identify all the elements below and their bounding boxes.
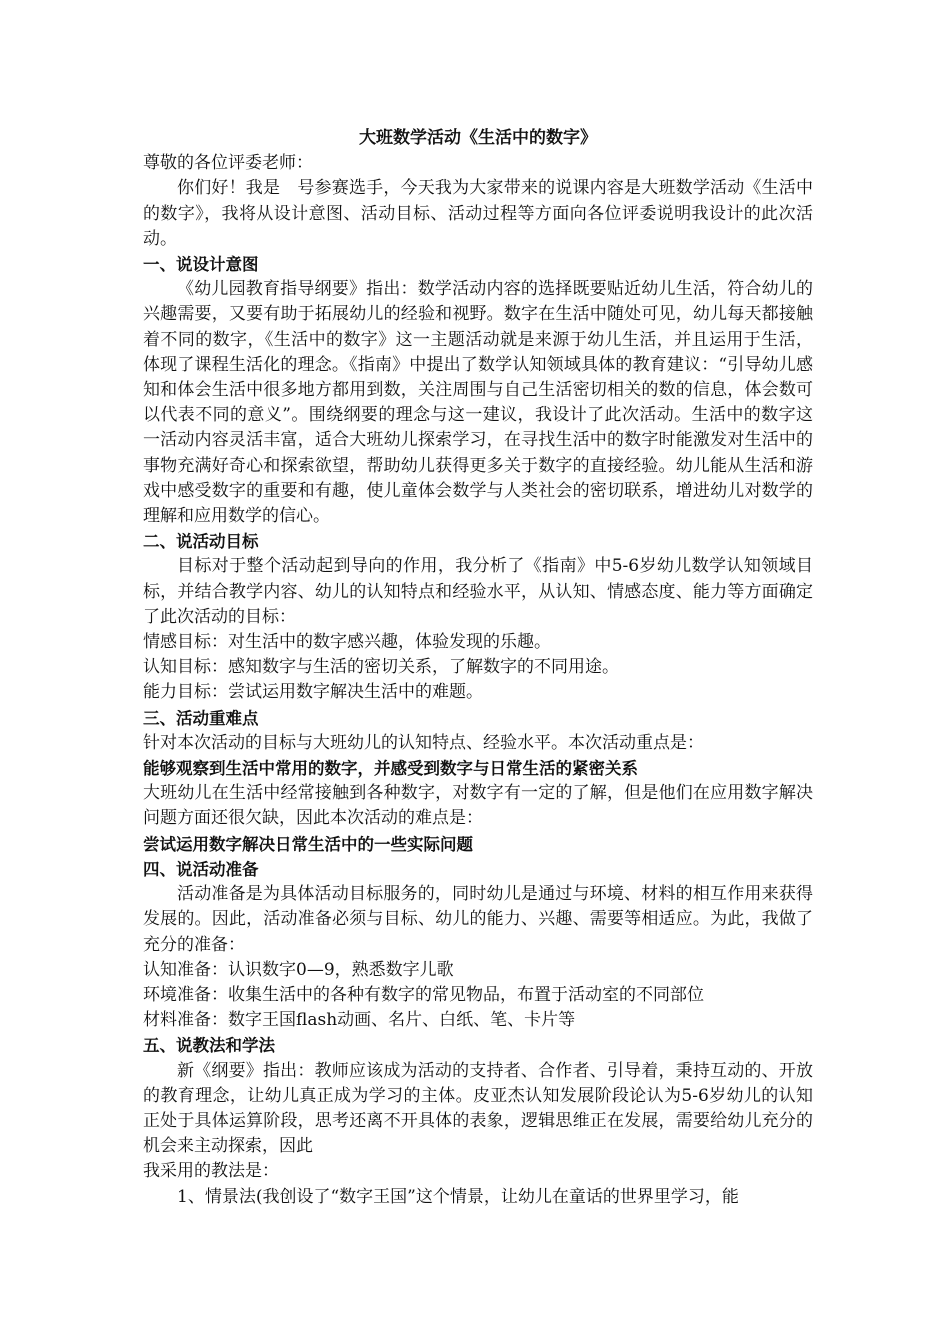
section-heading-1: 一、说设计意图 [143, 255, 259, 275]
difficulty-point: 尝试运用数字解决日常生活中的一些实际问题 [143, 834, 473, 854]
methods-paragraph: 新《纲要》指出：教师应该成为活动的支持者、合作者、引导着，秉持互动的、开放的教育理念，让幼儿真正成为学习的主体。皮亚杰认知发展阶段论认为5-6岁幼儿的认知正处于具体运算阶段，思考还离不开具体的表象，逻辑思维正在发展，需要给幼儿充分的机会来主动探索，因此 [143, 1060, 813, 1157]
prep-materials: 材料准备：数字王国flash动画、名片、白纸、笔、卡片等 [143, 1010, 576, 1031]
goal-ability: 能力目标：尝试运用数字解决生活中的难题。 [143, 682, 483, 703]
teaching-methods-intro: 我采用的教法是： [143, 1161, 279, 1182]
key-point: 能够观察到生活中常用的数字，并感受到数字与日常生活的紧密关系 [143, 759, 638, 779]
section-heading-2: 二、说活动目标 [143, 532, 259, 552]
prep-cognition: 认知准备：认识数字0—9，熟悉数字儿歌 [143, 959, 454, 980]
goal-emotion: 情感目标：对生活中的数字感兴趣，体验发现的乐趣。 [143, 632, 551, 653]
difficulty-paragraph: 大班幼儿在生活中经常接触到各种数字，对数字有一定的了解，但是他们在应用数字解决问题方面还很欠缺，因此本次活动的难点是： [143, 783, 813, 829]
section-heading-4: 四、说活动准备 [143, 859, 259, 879]
document-page [143, 126, 813, 1210]
design-intent-paragraph: 《幼儿园教育指导纲要》指出：数学活动内容的选择既要贴近幼儿生活，符合幼儿的兴趣需要，又要有助于拓展幼儿的经验和视野。数字在生活中随处可见，幼儿每天都接触着不同的数字，《生活中的数字》这一主题活动就是来源于幼儿生活，并且运用于生活，体现了课程生活化的理念。《指南》中提出了数学认知领域具体的教育建议：“引导幼儿感知和体会生活中很多地方都用到数，关注周围与自己生活密切相关的数的信息，体会数可以代表不同的意义”。围绕纲要的理念与这一建议，我设计了此次活动。生活中的数字这一活动内容灵活丰富，适合大班幼儿探索学习，在寻找生活中的数字时能激发对生活中的事物充满好奇心和探索欲望，帮助幼儿获得更多关于数字的直接经验。幼儿能从生活和游戏中感受数字的重要和有趣，使儿童体会数学与人类社会的密切联系，增进幼儿对数学的理解和应用数学的信心。 [143, 279, 813, 527]
prep-environment: 环境准备：收集生活中的各种有数字的常见物品，布置于活动室的不同部位 [143, 984, 704, 1005]
greeting: 尊敬的各位评委老师： [143, 153, 313, 174]
document-title: 大班数学活动《生活中的数字》 [359, 128, 597, 148]
section-heading-3: 三、活动重难点 [143, 708, 259, 728]
key-intro: 针对本次活动的目标与大班幼儿的认知特点、经验水平。本次活动重点是： [143, 732, 704, 753]
intro-paragraph: 你们好！我是 号参赛选手，今天我为大家带来的说课内容是大班数学活动《生活中的数字》，我将从设计意图、活动目标、活动过程等方面向各位评委说明我设计的此次活动。 [143, 178, 813, 249]
section-heading-5: 五、说教法和学法 [143, 1036, 275, 1056]
goals-paragraph: 目标对于整个活动起到导向的作用，我分析了《指南》中5-6岁幼儿数学认知领域目标，并结合教学内容、幼儿的认知特点和经验水平，从认知、情感态度、能力等方面确定了此次活动的目标： [143, 556, 813, 627]
goal-cognition: 认知目标：感知数字与生活的密切关系，了解数字的不同用途。 [143, 657, 619, 678]
method-1: 1、情景法(我创设了“数字王国”这个情景，让幼儿在童话的世界里学习，能 [177, 1186, 739, 1207]
preparation-paragraph: 活动准备是为具体活动目标服务的，同时幼儿是通过与环境、材料的相互作用来获得发展的。因此，活动准备必须与目标、幼儿的能力、兴趣、需要等相适应。为此，我做了充分的准备： [143, 884, 813, 955]
